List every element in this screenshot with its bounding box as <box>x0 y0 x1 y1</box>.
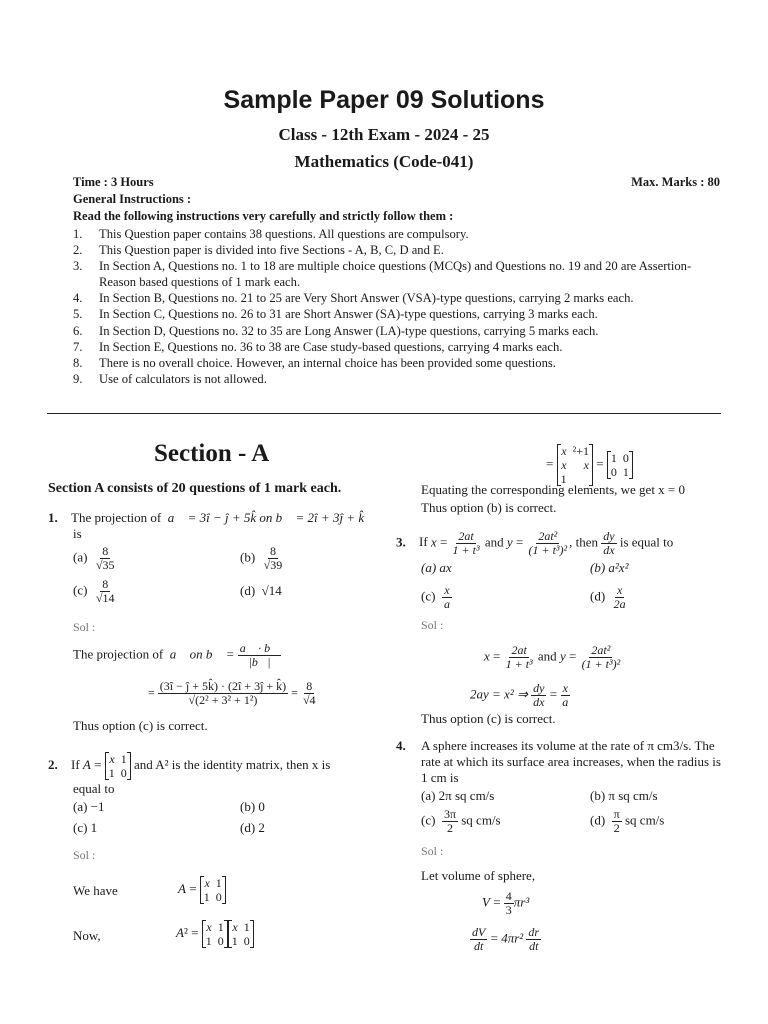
q1-option-b: (b) $\frac{8}{√39}$ <box>240 544 283 572</box>
read-instructions-note: Read the following instructions very carefully and strictly follow them : <box>73 209 454 223</box>
page-title: Sample Paper 09 Solutions <box>223 86 545 114</box>
q3-option-c: (c) $\frac{x}{a}$ <box>421 583 450 611</box>
divider <box>47 413 721 414</box>
q1-vectors-expr: a⃗ = 3î − ĵ + 5k̂ on b⃗ = 2î + 3ĵ + k̂ <box>164 510 365 525</box>
q1-sol-calc: = $\frac{(3î - ĵ + 5k̂) \cdot (2î + 3ĵ + k̂)}{\text{√(2² + 3² + 1²)}}$ = $\frac{8}{√4}$ <box>148 679 316 707</box>
q2-conclusion: Thus option (b) is correct. <box>421 500 557 515</box>
subject-line: Mathematics (Code-041) <box>294 152 474 171</box>
q4-option-c: (c) $\frac{3\pi}{2}$ sq cm/s <box>421 807 501 835</box>
section-note: Section A consists of 20 questions of 1 mark each. <box>48 481 342 496</box>
q3-sol-given: x = $\frac{2at}{\text{1 + t³}}$ and y = $\frac{\text{2at²}}{\text{(1 + t³)²}}$ <box>484 643 621 671</box>
q3-conclusion: Thus option (c) is correct. <box>421 711 556 726</box>
q4-dv-dt: $\frac{dV}{dt}$ = 4πr² $\frac{dr}{dt}$ <box>472 925 540 953</box>
q1-is: is <box>73 526 82 541</box>
q3-option-b: (b) a²x² <box>590 560 629 575</box>
instruction-item: 6. In Section D, Questions no. 32 to 35 are Long Answer (LA)-type questions, carrying 5 marks each. <box>73 323 599 338</box>
question-2: 2. If A = x 1 1 0 and A² is the identity matrix, then x is <box>48 752 331 780</box>
q4-volume-formula: V = $\frac{4}{3}$ πr³ <box>482 889 530 917</box>
q4-let-volume: Let volume of sphere, <box>421 868 536 883</box>
q1-sol-line: The projection of a⃗ on b⃗ = $\frac{a⃗ \cdot b⃗}{|b⃗|}$ <box>73 641 280 669</box>
q1-conclusion: Thus option (c) is correct. <box>73 718 208 733</box>
max-marks-label: Max. Marks : 80 <box>631 175 720 189</box>
q3-sol-derivation: 2ay = x² ⇒ $\frac{dy}{dx}$ = $\frac{x}{a}$ <box>470 681 569 709</box>
q2-equating: Equating the corresponding elements, we get x = 0 <box>421 482 686 497</box>
question-4: 4. A sphere increases its volume at the rate of π cm3/s. The rate at which its surface area increases, when the radius is 1 cm is <box>396 738 721 785</box>
question-3: 3. If x = $\frac{2at}{\text{1 + t³}}$ and y = $\frac{\text{2at²}}{\text{(1 + t³)²}}$ , then $\frac{dy}{dx}$ is equal to <box>396 529 674 557</box>
q2-option-c: (c) 1 <box>73 820 98 835</box>
q3-sol-label: Sol : <box>421 618 444 632</box>
q2-option-d: (d) 2 <box>240 820 265 835</box>
instruction-item: 9. Use of calculators is not allowed. <box>73 371 267 386</box>
class-line: Class - 12th Exam - 2024 - 25 <box>278 125 490 144</box>
time-label: Time : 3 Hours <box>73 175 154 189</box>
instruction-item: 2. This Question paper is divided into five Sections - A, B, C, D and E. <box>73 243 444 258</box>
q2-matrix-square: A² = x 1 1 0 x 1 1 0 <box>176 920 254 948</box>
q2-matrix-a: A = x 1 1 0 <box>178 876 226 904</box>
instruction-item: 7. In Section E, Questions no. 36 to 38 are Case study-based questions, carrying 4 marks each. <box>73 339 563 354</box>
instruction-item: 4. In Section B, Questions no. 21 to 25 are Very Short Answer (VSA)-type questions, carrying 2 marks each. <box>73 291 634 306</box>
q3-option-a: (a) ax <box>421 560 452 575</box>
q2-option-a: (a) −1 <box>73 799 105 814</box>
q1-option-c: (c) $\frac{8}{√14}$ <box>73 577 115 605</box>
instruction-item: 3. In Section A, Questions no. 1 to 18 are multiple choice questions (MCQs) and Questions no. 19 and 20 are Assertion-Reason based questions of 1 mark each. <box>73 259 692 290</box>
q2-sol-label: Sol : <box>73 848 96 862</box>
instruction-item: 5. In Section C, Questions no. 26 to 31 are Short Answer (SA)-type questions, carrying 3 marks each. <box>73 307 598 322</box>
q2-we-have: We have <box>73 883 118 898</box>
q4-option-a: (a) 2π sq cm/s <box>421 788 495 803</box>
q2-matrix-result: = x ²+1 x x 1 = 1 0 0 1 <box>546 444 633 486</box>
q1-option-d: (d) √14 <box>240 583 282 598</box>
instruction-item: 8. There is no overall choice. However, an internal choice has been provided some questions. <box>73 355 556 370</box>
q2-now: Now, <box>73 928 101 943</box>
instruction-item: 1. This Question paper contains 38 questions. All questions are compulsory. <box>73 227 469 241</box>
q1-sol-label: Sol : <box>73 620 96 634</box>
section-heading: Section - A <box>154 440 270 467</box>
q2-equal-to: equal to <box>73 781 115 796</box>
q4-sol-label: Sol : <box>421 844 444 858</box>
q2-option-b: (b) 0 <box>240 799 265 814</box>
question-1: 1. The projection of a⃗ = 3î − ĵ + 5k̂ on b⃗ = 2î + 3ĵ + k̂ <box>48 510 365 525</box>
q4-option-b: (b) π sq cm/s <box>590 788 658 803</box>
q3-option-d: (d) $\frac{x}{2a}$ <box>590 583 626 611</box>
general-instructions-heading: General Instructions : <box>73 192 192 206</box>
q4-option-d: (d) $\frac{\pi}{2}$ sq cm/s <box>590 807 665 835</box>
instructions-list <box>73 226 723 387</box>
q1-option-a: (a) $\frac{8}{√35}$ <box>73 544 115 572</box>
